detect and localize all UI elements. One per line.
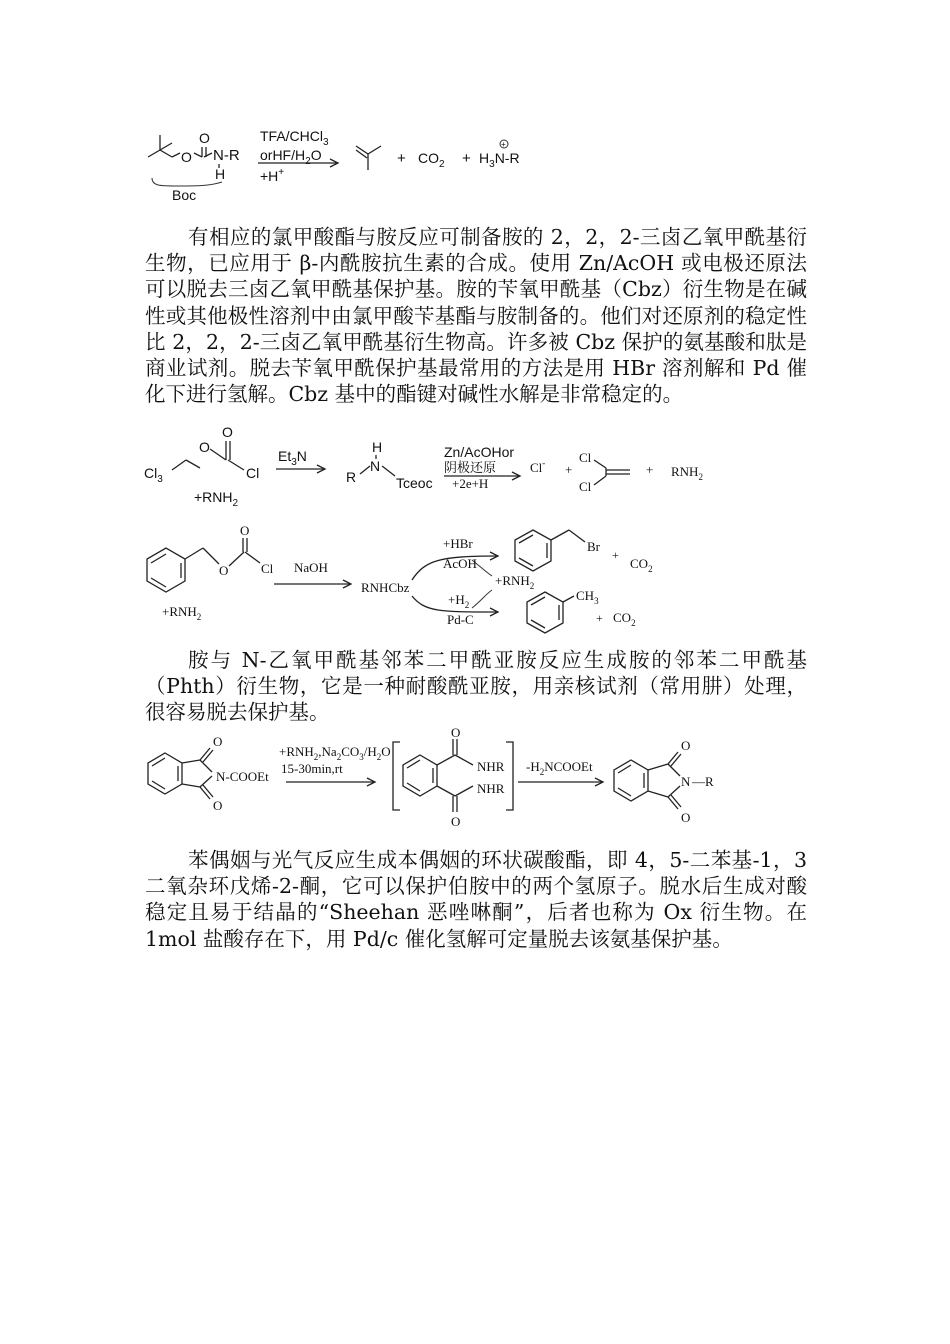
prod-r: —R [692, 774, 714, 789]
atom-o-top-1: O [213, 734, 223, 749]
int-o-top: O [451, 725, 461, 740]
vinyl-cl-top: Cl [579, 450, 592, 465]
right-bracket [506, 742, 513, 810]
cond-proton: +H+ [260, 167, 285, 184]
chloride-ion: Cl- [530, 458, 546, 475]
cond-zn: Zn/AcOHor [444, 444, 515, 460]
atom-n-r: N-R [213, 147, 240, 164]
ammonium: $H_3N-R$ [479, 150, 520, 170]
reagent-rnh2: $+RNH_2$ [194, 489, 239, 509]
atom-o-ether-3: O [219, 563, 229, 578]
phthalimide-reactant [148, 748, 213, 799]
rnh2-product: $RNH_2$ [671, 464, 703, 482]
co2-3a: $CO_2$ [630, 556, 653, 574]
paragraph-1: 有相应的氯甲酸酯与胺反应可制备胺的 2，2，2-三卤乙氧甲酰基衍生物，已应用于 β-内酰胺抗生素的合成。使用 Zn/AcOH 或电极还原法可以脱去三卤乙氧甲酰基保护基。胺的苄氧甲酰基（Cbz）衍生物是在碱性或其他极性溶剂中由氯甲酸苄基酯与胺制备的。他们对还原剂的稳定性比 2，2，2-三卤乙氧甲酰基衍生物高。许多被 Cbz 保护的氨基酸和肽是商业试剂。脱去苄氧甲酰保护基最常用的方法是用 HBr 溶剂解和 Pd 催化下进行氢解。Cbz 基中的酯键对碱性水解是非常稳定的。 [145, 225, 807, 407]
plus-2: + [462, 150, 471, 167]
atom-o-carbonyl-3: O [240, 523, 250, 538]
int-o-bottom: O [451, 814, 461, 829]
int-nhr-2: NHR [477, 781, 505, 796]
atom-cl-3: Cl [261, 561, 274, 576]
released-rnh2: $+RNH_2$ [495, 573, 535, 591]
atom-br: Br [587, 539, 600, 554]
atom-n-2: N [370, 458, 381, 474]
co2: $CO_2$ [418, 150, 445, 170]
paragraph-3: 苯偶姻与光气反应生成本偶姻的环状碳酸酯，即 4，5-二苯基-1，3 二氧杂环戊烯-2-酮，它可以保护伯胺中的两个氢原子。脱水后生成对酸稳定且易于结晶的“Sheehan 恶唑啉酮”，后者也称为 Ox 衍生物。在 1mol 盐酸存在下，用 Pd/c 催化氢解可定量脱去该氨基保护基。 [145, 848, 807, 951]
atom-o-carbonyl-2: O [222, 424, 233, 440]
base-et3n: $Et_3N$ [278, 448, 307, 468]
prod-o-top: O [681, 738, 691, 753]
prod-n: N [681, 774, 691, 789]
cond-hbr: +HBr [443, 536, 473, 551]
vinyl-cl-bottom: Cl [579, 479, 592, 494]
atom-o-carbonyl: O [199, 130, 210, 146]
tceoc-label: Tceoc [396, 475, 433, 491]
atom-o-ether: O [181, 149, 192, 165]
paragraph-2: 胺与 N-乙氧甲酰基邻苯二甲酰亚胺反应生成胺的邻苯二甲酰基（Phth）衍生物，它是一种耐酸酰亚胺，用亲核试剂（常用肼）处理，很容易脱去保护基。 [145, 648, 807, 725]
left-bracket [393, 742, 400, 810]
cond-h2: $+H_2$ [448, 592, 470, 610]
cond-tfa: TFA/CHCl$_3$ [260, 128, 329, 148]
plus-5: + [612, 548, 619, 562]
plus-4: + [646, 462, 654, 477]
cond-electron: +2e+H [452, 476, 489, 491]
elimination-label: $-H_2NCOOEt$ [526, 759, 593, 777]
phthalimide-product [614, 752, 681, 809]
atom-o-ether-2: O [199, 439, 210, 455]
cond-pdc: Pd-C [447, 612, 474, 627]
base-naoh: NaOH [294, 560, 328, 575]
intermediate-rnhcbz: RNHCbz [361, 580, 410, 595]
boc-label: Boc [172, 187, 197, 203]
co2-3b: $CO_2$ [613, 610, 636, 628]
atom-r-2: R [346, 469, 357, 485]
ch3-group: $CH_3$ [576, 588, 599, 606]
cl3-group: $Cl_3$ [144, 465, 163, 485]
atom-o-bottom-1: O [213, 798, 223, 813]
cond-rnh2-na2co3: $+RNH_2,Na_2CO_3/H_2O$ [279, 744, 391, 762]
prod-o-bottom: O [681, 810, 691, 825]
int-nhr-1: NHR [477, 759, 505, 774]
atom-h-2: H [372, 439, 383, 455]
plus-3: + [565, 462, 573, 477]
n-cooet-group: N-COOEt [216, 769, 269, 784]
reagent-rnh2-3: $+RNH_2$ [162, 604, 202, 622]
cond-acoh: AcOH [443, 556, 477, 571]
charge-sign: + [501, 140, 506, 149]
atom-h: H [215, 166, 226, 182]
cond-hf: orHF/$H_2O$ [260, 147, 322, 167]
atom-cl: Cl [246, 465, 260, 481]
hydrazide-intermediate [403, 739, 473, 812]
plus-1: + [397, 150, 406, 167]
cond-cathode: 阴极还原 [444, 460, 497, 475]
plus-6: + [596, 611, 603, 625]
cond-time: 15-30min,rt [281, 761, 343, 776]
